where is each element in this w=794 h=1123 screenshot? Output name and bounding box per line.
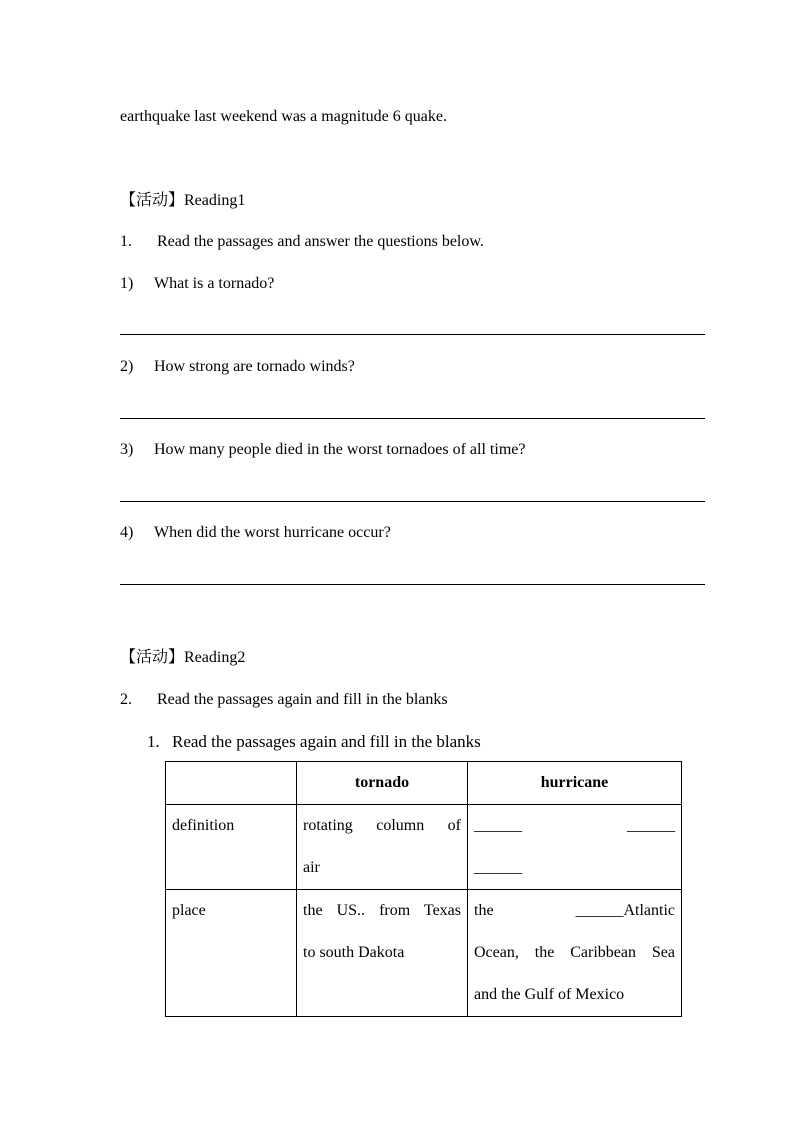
question-4-number: 4) bbox=[120, 524, 134, 541]
section2-sub-number: 1. bbox=[147, 732, 160, 751]
section1-instruction: Read the passages and answer the questions below. bbox=[157, 233, 484, 250]
comparison-table bbox=[165, 761, 682, 1017]
section1-heading: 【活动】Reading1 bbox=[120, 192, 246, 209]
definition-blank-1[interactable]: ______ bbox=[474, 817, 522, 834]
place-hurricane-line3: and the Gulf of Mexico bbox=[474, 986, 625, 1003]
place-hurricane-line1 bbox=[474, 890, 675, 932]
question-3-text: How many people died in the worst tornadoes of all time? bbox=[154, 441, 526, 458]
definition-tornado-cell bbox=[297, 805, 468, 890]
question-1-text: What is a tornado? bbox=[154, 275, 275, 292]
place-label: place bbox=[166, 890, 297, 1017]
answer-line-2[interactable] bbox=[120, 418, 705, 419]
place-tornado-spacer bbox=[303, 974, 461, 1016]
section1-item-number: 1. bbox=[120, 233, 132, 250]
table-header-tornado: tornado bbox=[297, 762, 468, 805]
answer-line-4[interactable] bbox=[120, 584, 705, 585]
place-hurricane-cell[interactable] bbox=[468, 890, 682, 1017]
place-hurricane-word-the: the bbox=[474, 902, 494, 919]
section2-sub-instruction: Read the passages again and fill in the blanks bbox=[172, 732, 481, 751]
answer-line-1[interactable] bbox=[120, 334, 705, 335]
definition-hurricane-cell[interactable] bbox=[468, 805, 682, 890]
section2-item-number: 2. bbox=[120, 691, 132, 708]
place-tornado-cell bbox=[297, 890, 468, 1017]
table-header-row bbox=[166, 762, 682, 805]
definition-tornado-line2: air bbox=[303, 859, 320, 876]
question-3-number: 3) bbox=[120, 441, 134, 458]
question-4-text: When did the worst hurricane occur? bbox=[154, 524, 391, 541]
question-1-number: 1) bbox=[120, 275, 134, 292]
table-row-definition bbox=[166, 805, 682, 890]
definition-label: definition bbox=[166, 805, 297, 890]
table-row-place bbox=[166, 890, 682, 1017]
question-2-number: 2) bbox=[120, 358, 134, 375]
definition-hurricane-line1 bbox=[474, 805, 675, 847]
definition-blank-2[interactable]: ______ bbox=[627, 817, 675, 834]
table-header-empty bbox=[166, 762, 297, 805]
table-header-hurricane: hurricane bbox=[468, 762, 682, 805]
place-tornado-line2: to south Dakota bbox=[303, 944, 405, 961]
place-hurricane-line2: Ocean, the Caribbean Sea bbox=[474, 944, 675, 961]
definition-tornado-line1: rotating column of bbox=[303, 817, 461, 834]
question-2-text: How strong are tornado winds? bbox=[154, 358, 355, 375]
place-tornado-line1: the US.. from Texas bbox=[303, 902, 461, 919]
section2-instruction: Read the passages again and fill in the blanks bbox=[157, 691, 448, 708]
intro-line: earthquake last weekend was a magnitude 6 quake. bbox=[120, 108, 447, 125]
answer-line-3[interactable] bbox=[120, 501, 705, 502]
section2-heading: 【活动】Reading2 bbox=[120, 649, 246, 666]
place-hurricane-blank-atlantic[interactable]: ______Atlantic bbox=[575, 902, 675, 919]
definition-blank-3[interactable]: ______ bbox=[474, 859, 522, 876]
